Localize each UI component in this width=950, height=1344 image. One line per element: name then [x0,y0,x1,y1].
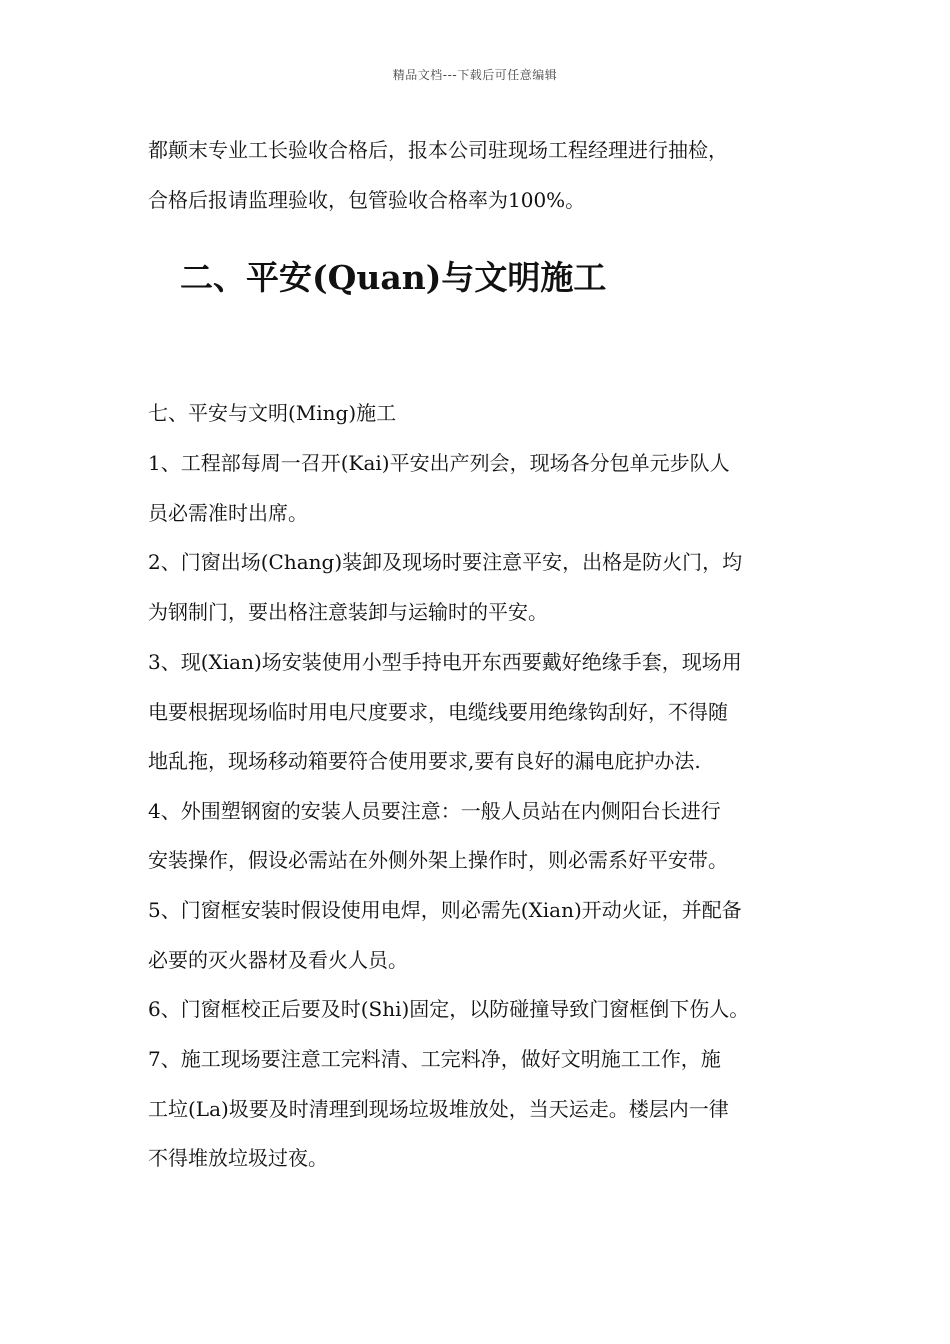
list-item-line: 电要根据现场临时用电尺度要求，电缆线要用绝缘钩刮好，不得随 [148,700,728,724]
paragraph-line: 都颠末专业工长验收合格后，报本公司驻现场工程经理进行抽检， [148,138,728,162]
list-item-line: 员必需准时出席。 [148,501,308,525]
list-item-line: 5、门窗框安装时假设使用电焊，则必需先(Xian)开动火证，并配备 [148,898,742,922]
subsection-title: 七、平安与文明(Ming)施工 [148,401,397,425]
list-item-line: 6、门窗框校正后要及时(Shi)固定，以防碰撞导致门窗框倒下伤人。 [148,997,750,1021]
list-item-line: 工垃(La)圾要及时清理到现场垃圾堆放处，当天运走。楼层内一律 [148,1097,729,1121]
list-item-line: 7、施工现场要注意工完料清、工完料净，做好文明施工工作，施 [148,1047,721,1071]
list-item-line: 1、工程部每周一召开(Kai)平安出产列会，现场各分包单元步队人 [148,451,730,475]
list-item-line: 为钢制门，要出格注意装卸与运输时的平安。 [148,600,548,624]
list-item-line: 必要的灭火器材及看火人员。 [148,948,408,972]
list-item-line: 不得堆放垃圾过夜。 [148,1146,328,1170]
paragraph-line: 合格后报请监理验收，包管验收合格率为100%。 [148,188,586,212]
list-item-line: 4、外围塑钢窗的安装人员要注意：一般人员站在内侧阳台长进行 [148,799,721,823]
list-item-line: 安装操作，假设必需站在外侧外架上操作时，则必需系好平安带。 [148,848,728,872]
section-heading: 二、平安(Quan)与文明施工 [180,258,607,297]
list-item-line: 2、门窗出场(Chang)装卸及现场时要注意平安，出格是防火门，均 [148,550,743,574]
list-item-line: 地乱拖，现场移动箱要符合使用要求,要有良好的漏电庇护办法. [148,749,701,773]
list-item-line: 3、现(Xian)场安装使用小型手持电开东西要戴好绝缘手套，现场用 [148,650,742,674]
page-header: 精品文档---下载后可任意编辑 [392,68,558,82]
